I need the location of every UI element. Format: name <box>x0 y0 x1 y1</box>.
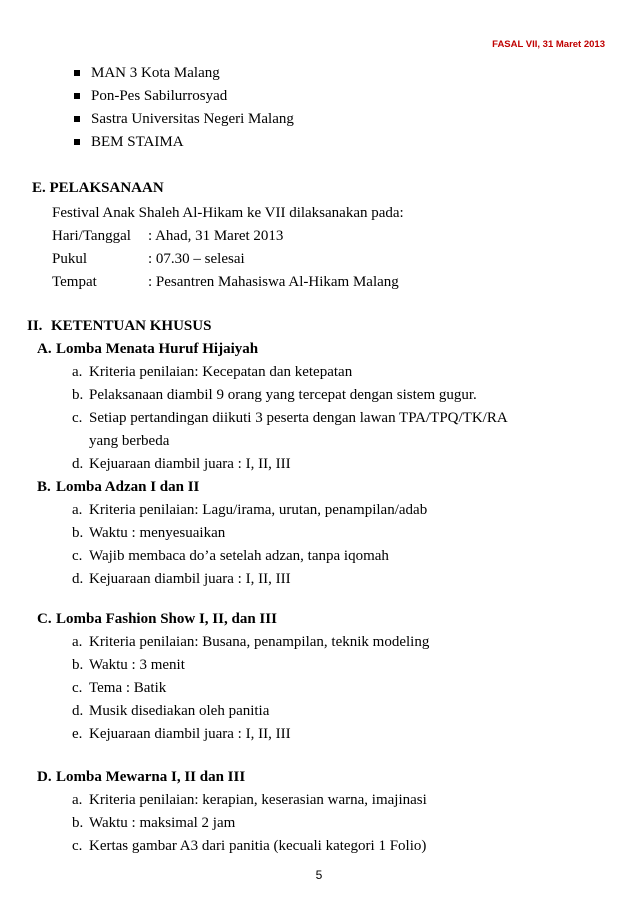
item-marker: c. <box>72 548 83 564</box>
row-value: : 07.30 – selesai <box>148 251 245 267</box>
subsection-title: Lomba Fashion Show I, II, dan III <box>56 611 277 627</box>
page-header: FASAL VII, 31 Maret 2013 <box>492 39 605 50</box>
item-marker: d. <box>72 703 84 719</box>
section-heading-ketentuan: KETENTUAN KHUSUS <box>51 318 212 334</box>
item-text: Kriteria penilaian: kerapian, keserasian warna, imajinasi <box>89 792 427 808</box>
pelaksanaan-row <box>52 250 245 268</box>
item-marker: a. <box>72 364 83 380</box>
bullet-item: Sastra Universitas Negeri Malang <box>91 111 294 127</box>
item-text: Pelaksanaan diambil 9 orang yang tercepat dengan sistem gugur. <box>89 387 477 403</box>
subsection-letter: D. <box>37 769 52 785</box>
item-marker: b. <box>72 387 84 403</box>
item-marker: c. <box>72 838 83 854</box>
item-text: Waktu : menyesuaikan <box>89 525 226 541</box>
item-marker: e. <box>72 726 83 742</box>
subsection-title: Lomba Mewarna I, II dan III <box>56 769 246 785</box>
bullet-icon <box>74 70 80 76</box>
subsection-letter: C. <box>37 611 52 627</box>
item-marker: d. <box>72 571 84 587</box>
row-label: Tempat <box>52 274 97 290</box>
subsection-letter: A. <box>37 341 52 357</box>
item-text: Waktu : maksimal 2 jam <box>89 815 236 831</box>
item-text: Wajib membaca do’a setelah adzan, tanpa iqomah <box>89 548 389 564</box>
subsection-title: Lomba Menata Huruf Hijaiyah <box>56 341 259 357</box>
item-marker: d. <box>72 456 84 472</box>
bullet-icon <box>74 116 80 122</box>
bullet-icon <box>74 139 80 145</box>
row-label: Hari/Tanggal <box>52 228 131 244</box>
row-label: Pukul <box>52 251 88 267</box>
item-text: Waktu : 3 menit <box>89 657 185 673</box>
item-text: Kejuaraan diambil juara : I, II, III <box>89 456 291 472</box>
item-marker: b. <box>72 657 84 673</box>
item-text-continued: yang berbeda <box>89 433 170 449</box>
item-marker: b. <box>72 815 84 831</box>
item-text: Musik disediakan oleh panitia <box>89 703 270 719</box>
item-text: Kriteria penilaian: Busana, penampilan, teknik modeling <box>89 634 430 650</box>
item-marker: b. <box>72 525 84 541</box>
item-marker: a. <box>72 502 83 518</box>
pelaksanaan-row <box>52 227 283 245</box>
subsection-letter: B. <box>37 479 51 495</box>
pelaksanaan-intro: Festival Anak Shaleh Al-Hikam ke VII dilaksanakan pada: <box>52 205 404 221</box>
row-value: : Pesantren Mahasiswa Al-Hikam Malang <box>148 274 399 290</box>
item-marker: a. <box>72 634 83 650</box>
section-heading-pelaksanaan: E. PELAKSANAAN <box>32 180 164 196</box>
row-value: : Ahad, 31 Maret 2013 <box>148 228 284 244</box>
item-text: Kriteria penilaian: Lagu/irama, urutan, penampilan/adab <box>89 502 428 518</box>
bullet-icon <box>74 93 80 99</box>
item-text: Kejuaraan diambil juara : I, II, III <box>89 726 291 742</box>
subsection-title: Lomba Adzan I dan II <box>56 479 200 495</box>
item-text: Setiap pertandingan diikuti 3 peserta dengan lawan TPA/TPQ/TK/RA <box>89 410 508 426</box>
bullet-item: BEM STAIMA <box>91 134 184 150</box>
pelaksanaan-row <box>52 273 399 291</box>
item-marker: c. <box>72 680 83 696</box>
section-number: II. <box>27 318 43 334</box>
item-text: Kriteria penilaian: Kecepatan dan ketepatan <box>89 364 353 380</box>
item-text: Kejuaraan diambil juara : I, II, III <box>89 571 291 587</box>
page-number: 5 <box>315 868 323 882</box>
bullet-item: MAN 3 Kota Malang <box>91 65 220 81</box>
item-text: Tema : Batik <box>89 680 167 696</box>
item-marker: a. <box>72 792 83 808</box>
item-marker: c. <box>72 410 83 426</box>
item-text: Kertas gambar A3 dari panitia (kecuali kategori 1 Folio) <box>89 838 427 854</box>
bullet-item: Pon-Pes Sabilurrosyad <box>91 88 228 104</box>
